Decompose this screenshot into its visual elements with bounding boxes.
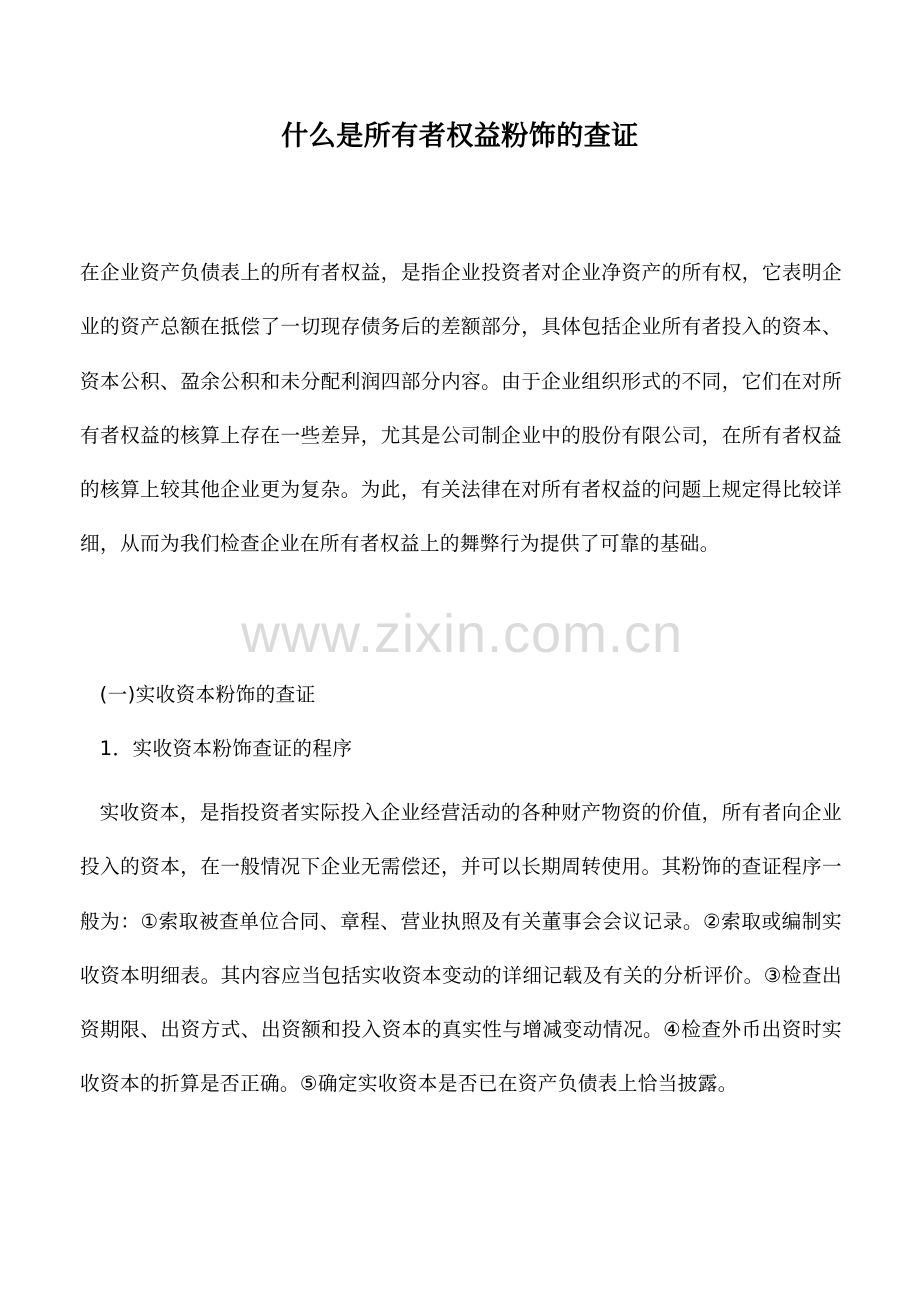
intro-paragraph: 在企业资产负债表上的所有者权益，是指企业投资者对企业净资产的所有权，它表明企业的资产总额在抵偿了一切现存债务后的差额部分，具体包括企业所有者投入的资本、资本公积、盈余公积和未分配利润四部分内容。由于企业组织形式的不同，它们在对所有者权益的核算上存在一些差异，尤其是公司制企业中的股份有限公司，在所有者权益的核算上较其他企业更为复杂。为此，有关法律在对所有者权益的问题上规定得比较详细，从而为我们检查企业在所有者权益上的舞弊行为提供了可靠的基础。 — [80, 261, 842, 556]
watermark-text: www.zixin.com.cn — [240, 604, 684, 664]
subsection-heading: 1．实收资本粉饰查证的程序 — [99, 737, 353, 760]
body-paragraph: 实收资本，是指投资者实际投入企业经营活动的各种财产物资的价值，所有者向企业投入的资本，在一般情况下企业无需偿还，并可以长期周转使用。其粉饰的查证程序一般为：①索取被查单位合同、章程、营业执照及有关董事会会议记录。②索取或编制实收资本明细表。其内容应当包括实收资本变动的详细记载及有关的分析评价。③检查出资期限、出资方式、出资额和投入资本的真实性与增减变动情况。④检查外币出资时实收资本的折算是否正确。⑤确定实收资本是否已在资产负债表上恰当披露。 — [80, 801, 842, 1096]
document-title: 什么是所有者权益粉饰的查证 — [281, 121, 639, 152]
section-heading: (一)实收资本粉饰的查证 — [99, 683, 316, 706]
